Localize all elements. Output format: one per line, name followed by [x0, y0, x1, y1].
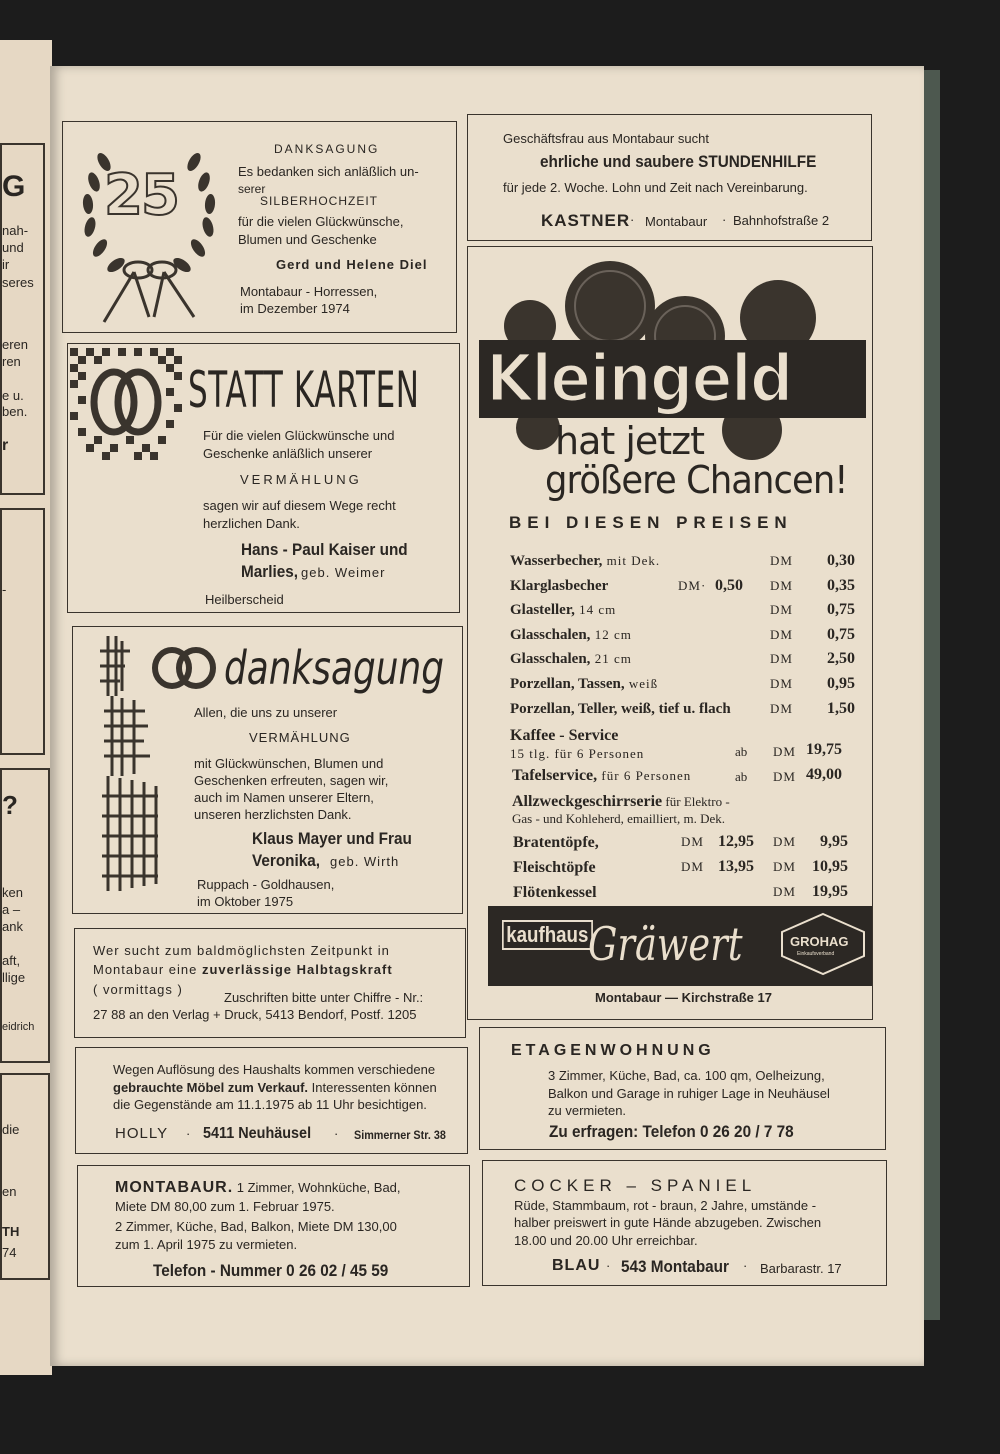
price-item-detail: für 6 Personen	[597, 768, 692, 783]
price-item-price: 19,95	[812, 883, 848, 900]
left-fragment-text: r	[2, 437, 9, 454]
ad-street: Barbarastr. 17	[760, 1261, 842, 1276]
price-item-name: Fleischtöpfe	[513, 859, 596, 876]
ad-text: 27 88 an den Verlag + Druck, 5413 Bendorf, Postf. 1205	[93, 1007, 417, 1022]
shop-name-script: Gräwert	[588, 917, 743, 971]
price-item-name: Klarglasbecher	[510, 577, 609, 594]
ad-text: Balkon und Garage in ruhiger Lage in Neuhäusel	[548, 1086, 830, 1101]
price-item-price: 0,35	[827, 576, 855, 594]
ad-text: für jede 2. Woche. Lohn und Zeit nach Vereinbarung.	[503, 180, 808, 195]
left-fragment-text: TH	[2, 1224, 20, 1239]
ad-text	[115, 1180, 401, 1196]
left-fragment-text: ?	[2, 790, 18, 820]
ad-occasion: VERMÄHLUNG	[240, 472, 362, 487]
ad-text: Geschäftsfrau aus Montabaur sucht	[503, 131, 709, 146]
ad-heading: DANKSAGUNG	[274, 142, 380, 156]
ad-date: im Oktober 1975	[197, 894, 294, 909]
separator-dot-icon: ·	[630, 212, 635, 227]
separator-dot-icon: ·	[743, 1258, 748, 1273]
ad-text: Miete DM 80,00 zum 1. Februar 1975.	[115, 1199, 335, 1214]
price-item-price: 19,75	[806, 741, 842, 758]
price-item	[510, 676, 855, 700]
price-item-detail: für Elektro -	[662, 794, 730, 809]
price-item-detail: mit Dek.	[602, 553, 661, 568]
left-fragment-text: -	[2, 582, 7, 597]
ad-name: KASTNER	[541, 211, 631, 230]
left-fragment-text: ank	[2, 919, 23, 934]
ad-nee: geb. Wirth	[330, 854, 400, 869]
laurel-wreath-icon	[74, 132, 224, 328]
ad-heading: COCKER – SPANIEL	[514, 1176, 757, 1195]
left-fragment-text: die	[2, 1122, 20, 1137]
ad-text: 3 Zimmer, Küche, Bad, ca. 100 qm, Oelheizung,	[548, 1068, 825, 1083]
ad-text: Für die vielen Glückwünsche und	[203, 428, 395, 443]
ad-place: Heilberscheid	[205, 592, 284, 607]
price-item	[510, 701, 855, 725]
price-item-price: 9,95	[820, 833, 848, 850]
price-item-dm: DM	[773, 834, 796, 849]
price-item-dm: DM	[770, 651, 793, 667]
grohag-badge: GROHAG	[790, 934, 849, 949]
ad-text: Wer sucht zum baldmöglichsten Zeitpunkt in	[93, 943, 390, 958]
ad-text: 18.00 und 20.00 Uhr erreichbar.	[514, 1233, 698, 1248]
price-item-detail: 21 cm	[590, 651, 632, 667]
book-spine	[922, 70, 940, 1320]
price-item-price: 2,50	[827, 650, 855, 668]
ad-text: Allen, die uns zu unserer	[194, 705, 338, 720]
ad-names: Marlies,	[241, 562, 298, 581]
wedding-rings-icon	[70, 348, 182, 460]
left-fragment-text: und	[2, 240, 24, 255]
ad-text: 1 Zimmer, Wohnküche, Bad,	[233, 1180, 401, 1195]
left-fragment-text: ben.	[2, 404, 28, 419]
ad-headline: Kleingeld	[486, 340, 792, 417]
price-item-old-price: 0,50	[715, 576, 743, 594]
price-item	[510, 627, 855, 651]
price-item	[513, 834, 848, 858]
ad-names: Gerd und Helene Diel	[276, 257, 428, 272]
left-fragment-text: a –	[2, 902, 21, 917]
price-item-old-dm: DM	[681, 859, 704, 874]
price-item-ab: ab	[735, 769, 748, 784]
left-fragment-text: ren	[2, 354, 21, 369]
price-item	[513, 859, 848, 883]
price-item	[510, 602, 855, 626]
ad-text: Interessenten können	[308, 1080, 437, 1095]
ad-text: Es bedanken sich anläßlich un-	[238, 164, 419, 179]
price-item-dm: DM	[770, 553, 793, 568]
ad-place: Ruppach - Goldhausen,	[197, 877, 335, 892]
price-item-name: Glasteller, 14 cm	[510, 602, 617, 619]
price-item-dm: DM	[773, 744, 796, 759]
price-item-price: 0,75	[827, 601, 855, 619]
grohag-badge-sub: Einkaufsverband	[797, 951, 835, 957]
ad-text: Zuschriften bitte unter Chiffre - Nr.:	[224, 990, 424, 1005]
ad-text: unseren herzlichsten Dank.	[194, 807, 352, 822]
ad-subheadline: größere Chancen!	[545, 458, 848, 502]
price-item-name: Bratentöpfe,	[513, 834, 599, 851]
ad-heading: danksagung	[224, 641, 444, 695]
price-item-dm: DM	[773, 859, 796, 874]
price-item-ab: ab	[735, 744, 748, 759]
left-fragment-text: eidrich	[2, 1021, 35, 1033]
price-item-dm: DM	[770, 577, 793, 593]
ad-text: Geschenke anläßlich unserer	[203, 446, 373, 461]
left-fragment-text: nah-	[2, 223, 29, 238]
ad-phone: Telefon - Nummer 0 26 02 / 45 59	[153, 1261, 389, 1280]
ad-emphasis: zuverlässige Halbtagskraft	[201, 962, 393, 977]
ad-heading: STATT KARTEN	[188, 361, 420, 419]
ad-text: zum 1. April 1975 zu vermieten.	[115, 1237, 298, 1252]
price-item-dm: DM	[773, 769, 796, 784]
ad-text: auch im Namen unserer Eltern,	[194, 790, 374, 805]
price-item-price: 0,75	[827, 625, 855, 643]
separator-dot-icon: ·	[334, 1126, 339, 1141]
price-item-detail: 15 tlg. für 6 Personen	[510, 746, 645, 761]
ad-text: herzlichen Dank.	[203, 516, 300, 531]
left-fragment-text: 74	[2, 1245, 17, 1260]
ad-text: für die vielen Glückwünsche,	[238, 214, 404, 229]
ad-text: 2 Zimmer, Küche, Bad, Balkon, Miete DM 130,00	[115, 1219, 397, 1234]
ad-text: Geschenken erfreuten, sagen wir,	[194, 773, 389, 788]
shop-address: Montabaur — Kirchstraße 17	[595, 990, 772, 1005]
price-item-dm: DM	[770, 602, 793, 618]
ad-street: Bahnhofstraße 2	[733, 213, 830, 228]
price-item-detail: 12 cm	[590, 626, 632, 642]
left-fragment-text: ir	[2, 257, 10, 272]
price-item-name: Glasschalen, 12 cm	[510, 626, 632, 643]
price-item-dm: DM	[770, 700, 793, 716]
ad-town: MONTABAUR.	[115, 1179, 234, 1196]
price-item-name	[512, 768, 691, 784]
price-item-old-price: 12,95	[718, 833, 754, 850]
ad-text: die Gegenstände am 11.1.1975 ab 11 Uhr besichtigen.	[113, 1097, 427, 1112]
ad-date: im Dezember 1974	[240, 301, 350, 316]
left-fragment-text: eren	[2, 337, 29, 352]
price-item-price: 49,00	[806, 766, 842, 783]
ad-names: Hans - Paul Kaiser und	[241, 540, 408, 559]
price-item-old-price: 13,95	[718, 858, 754, 875]
left-fragment-text: ken	[2, 885, 23, 900]
ad-text: Montabaur eine	[93, 962, 202, 977]
ad-text: halber preiswert in gute Hände abzugeben. Zwischen	[514, 1215, 822, 1230]
separator-dot-icon: ·	[606, 1258, 611, 1273]
ad-phone: Zu erfragen: Telefon 0 26 20 / 7 78	[549, 1122, 794, 1141]
ad-occasion: SILBERHOCHZEIT	[260, 194, 379, 208]
price-item-name: Tafelservice,	[512, 767, 598, 784]
shop-name: kaufhaus	[502, 920, 593, 950]
ad-name: BLAU	[552, 1257, 601, 1274]
ad-text: mit Glückwünschen, Blumen und	[194, 756, 384, 771]
left-fragment-text: G	[2, 170, 26, 203]
ad-town: Montabaur	[645, 214, 708, 229]
left-fragment-text: en	[2, 1184, 17, 1199]
ad-text: ( vormittags )	[93, 982, 183, 997]
ad-text: Rüde, Stammbaum, rot - braun, 2 Jahre, umstände -	[514, 1198, 817, 1213]
ad-nee: geb. Weimer	[301, 565, 386, 580]
anniversary-number: 25	[104, 163, 178, 228]
left-fragment-box-2	[0, 508, 45, 755]
ad-town: 5411 Neuhäusel	[203, 1125, 312, 1142]
price-item-name: Porzellan, Tassen, weiß	[510, 676, 659, 692]
ad-street: Simmerner Str. 38	[354, 1128, 446, 1142]
ad-text: sagen wir auf diesem Wege recht	[203, 498, 396, 513]
price-item-detail: 14 cm	[574, 602, 617, 618]
ad-heading: ETAGENWOHNUNG	[511, 1042, 715, 1059]
price-item	[510, 651, 855, 675]
price-item-name: Allzweckgeschirrserie	[512, 793, 663, 810]
price-item	[510, 578, 855, 602]
price-item-name: Glasschalen, 21 cm	[510, 651, 632, 668]
separator-dot-icon: ·	[722, 212, 727, 227]
ad-emphasis: gebrauchte Möbel zum Verkauf.	[113, 1080, 309, 1095]
ad-text	[113, 1080, 437, 1096]
rings-icon	[150, 646, 230, 690]
price-item-name	[512, 794, 730, 810]
price-item-price: 1,50	[827, 699, 855, 717]
ad-town: 543 Montabaur	[621, 1257, 729, 1276]
ad-text: Blumen und Geschenke	[238, 232, 377, 247]
left-fragment-text: e u.	[2, 388, 24, 403]
left-fragment-text: llige	[2, 970, 26, 985]
left-fragment-text: aft,	[2, 953, 21, 968]
price-item-name: Wasserbecher, mit Dek.	[510, 553, 661, 569]
price-item-name: Kaffee - Service	[510, 727, 619, 744]
separator-dot-icon: ·	[186, 1126, 191, 1141]
ad-name: HOLLY	[115, 1125, 169, 1142]
price-item	[510, 553, 855, 577]
prices-heading: BEI DIESEN PREISEN	[509, 513, 793, 532]
price-item-price: 0,95	[827, 675, 855, 692]
ad-subheadline: hat jetzt	[555, 419, 705, 463]
ad-text	[93, 962, 393, 978]
ad-place: Montabaur - Horressen,	[240, 284, 378, 299]
ad-text: Wegen Auflösung des Haushalts kommen verschiedene	[113, 1062, 436, 1077]
ad-text: serer	[238, 182, 266, 196]
price-item-old-dm: DM·	[678, 577, 707, 593]
left-fragment-text: seres	[2, 275, 34, 290]
price-item-dm: DM	[770, 676, 793, 691]
price-item-name: Porzellan, Teller, weiß, tief u. flach	[510, 700, 731, 717]
price-item-price: 10,95	[812, 858, 848, 875]
price-item-price: 0,30	[827, 552, 855, 569]
price-item-dm: DM	[770, 626, 793, 642]
price-item	[513, 884, 848, 908]
ad-names: Klaus Mayer und Frau	[252, 829, 412, 848]
ad-heading: ehrliche und saubere STUNDENHILFE	[540, 152, 817, 171]
ad-text: zu vermieten.	[548, 1103, 627, 1118]
ad-occasion: VERMÄHLUNG	[249, 730, 351, 745]
price-item-old-dm: DM	[681, 834, 704, 849]
price-item-name: Flötenkessel	[513, 884, 597, 901]
ad-names: Veronika,	[252, 851, 321, 870]
price-item-detail: weiß	[624, 676, 659, 691]
price-item-dm: DM	[773, 884, 796, 899]
price-item-detail: Gas - und Kohleherd, emailliert, m. Dek.	[512, 811, 725, 826]
